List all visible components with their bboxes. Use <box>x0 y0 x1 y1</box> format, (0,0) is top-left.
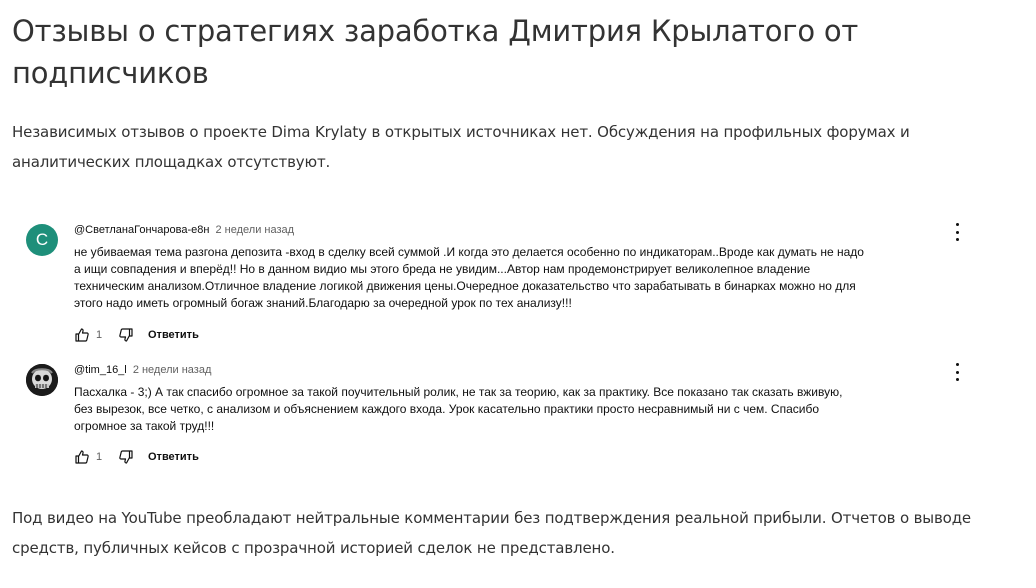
comment-body <box>74 362 924 463</box>
skull-avatar-icon[interactable] <box>26 364 58 396</box>
comment-author[interactable]: @СветланаГончарова-е8н <box>74 224 210 236</box>
like-count: 1 <box>96 329 103 341</box>
comment-time[interactable]: 2 недели назад <box>132 364 212 376</box>
article-title: Отзывы о стратегиях заработка Дмитрия Крылатого от подписчиков <box>12 14 859 90</box>
intro-paragraph: Независимых отзывов о проекте Dima Krylaty в открытых источниках нет. Обсуждения на профильных форумах и аналитических площадках отсутствуют. <box>12 123 910 171</box>
thumbs-up-icon[interactable] <box>74 327 90 343</box>
comment-text: не убиваемая тема разгона депозита -вход в сделку всей суммой .И когда это делается особенно по индикаторам..Вроде как думать не надо а ищи совпадения и вперёд!! Но в данном видио мы этого бреда не увидим...Автор нам продемонстрирует великолепное владение техническим анализом.Отличное владение логикой движения цены.Очередное доказательство что зарабатывать в бинарках можно но для этого надо иметь огромный богаж знаний.Благодарю за очередной урок по тех анализу!!! <box>74 245 864 310</box>
outro-paragraph: Под видео на YouTube преобладают нейтральные комментарии без подтверждения реальной прибыли. Отчетов о выводе средств, публичных кейсов с прозрачной историей сделок не представлено. <box>12 509 971 557</box>
avatar[interactable]: С <box>26 224 58 256</box>
comment-actions <box>74 449 199 465</box>
comment-header <box>74 222 924 238</box>
comment-author[interactable]: @tim_16_l <box>74 364 127 376</box>
more-options-icon[interactable] <box>951 222 963 242</box>
like-count: 1 <box>96 451 103 463</box>
comment-time[interactable]: 2 недели назад <box>215 224 295 236</box>
comment-actions <box>74 327 199 343</box>
reply-button[interactable]: Ответить <box>148 451 199 463</box>
comment-header <box>74 362 924 378</box>
more-options-icon[interactable] <box>951 362 963 382</box>
thumbs-up-icon[interactable] <box>74 449 90 465</box>
reply-button[interactable]: Ответить <box>148 329 199 341</box>
thumbs-down-icon[interactable] <box>118 327 134 343</box>
thumbs-down-icon[interactable] <box>118 449 134 465</box>
comment-text: Пасхалка - 3;) А так спасибо огромное за такой поучительный ролик, не так за теорию, как за практику. Все показано так сказать вживую, без вырезок, все четко, с анализом и объяснением каждого входа. Урок касательно практики просто несравнимый ни с чем. Спасибо огромное за такой труд!!! <box>74 385 843 433</box>
comment-body <box>74 222 924 341</box>
